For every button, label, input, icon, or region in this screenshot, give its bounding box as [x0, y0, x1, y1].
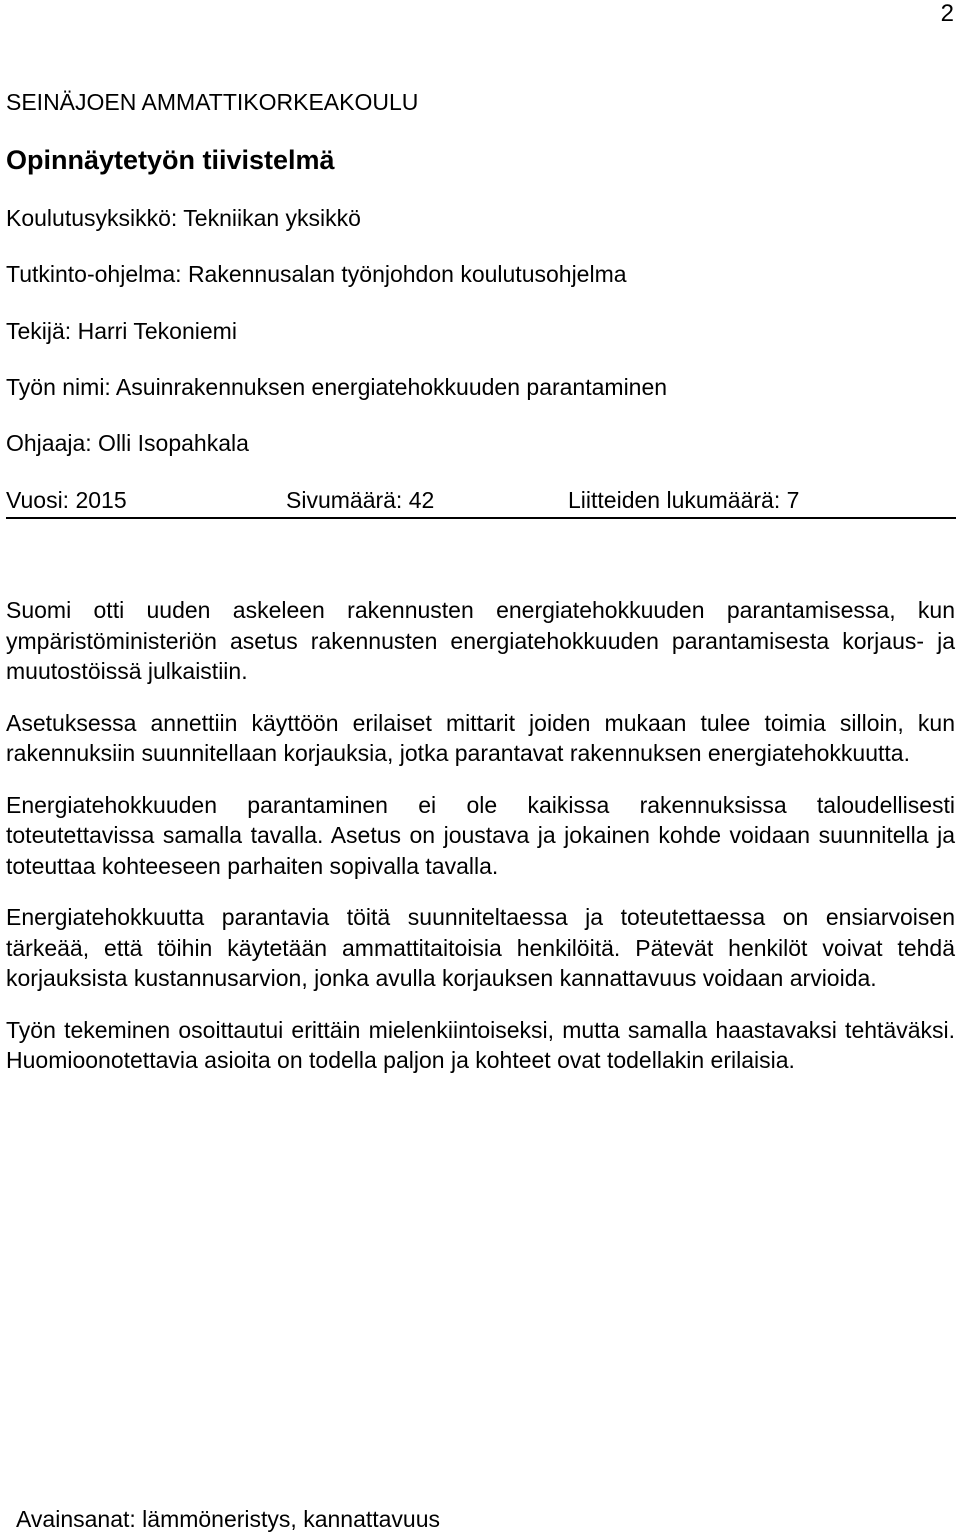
abstract-paragraph: Asetuksessa annettiin käyttöön erilaiset mittarit joiden mukaan tulee toimia silloin, kun rakennuksiin suunnitellaan korjauksia, jotka parantavat rakennuksen energiatehokkuutta.: [6, 709, 955, 766]
document-title: Opinnäytetyön tiivistelmä: [6, 145, 335, 175]
appendix-count: Liitteiden lukumäärä: 7: [568, 487, 800, 513]
year: Vuosi: 2015: [6, 487, 127, 513]
degree-programme: Tutkinto-ohjelma: Rakennusalan työnjohdon koulutusohjelma: [6, 261, 627, 287]
abstract-paragraph: Suomi otti uuden askeleen rakennusten energiatehokkuuden parantamisessa, kun ympäristöministeriön asetus rakennusten energiatehokkuuden parantamisesta korjaus- ja muutostöissä julkaistiin.: [6, 597, 955, 684]
page-number: 2: [940, 0, 954, 27]
keywords: Avainsanat: lämmöneristys, kannattavuus: [16, 1506, 441, 1532]
page-count: Sivumäärä: 42: [286, 487, 435, 513]
abstract-paragraph: Energiatehokkuutta parantavia töitä suunniteltaessa ja toteutettaessa on ensiarvoisen tärkeää, että töihin käytetään ammattitaitoisia henkilöitä. Pätevät henkilöt voivat tehdä korjauksista kustannusarvion, jonka avulla korjauksen kannattavuus voidaan arvioida.: [6, 904, 955, 991]
abstract-paragraph: Työn tekeminen osoittautui erittäin mielenkiintoiseksi, mutta samalla haastavaksi tehtäväksi. Huomioonotettavia asioita on todella paljon ja kohteet ovat todellakin erilaisia.: [6, 1016, 955, 1073]
school-name: SEINÄJOEN AMMATTIKORKEAKOULU: [6, 89, 419, 115]
thesis-title: Työn nimi: Asuinrakennuksen energiatehokkuuden parantaminen: [6, 374, 668, 400]
supervisor: Ohjaaja: Olli Isopahkala: [6, 430, 249, 456]
abstract-paragraph: Energiatehokkuuden parantaminen ei ole kaikissa rakennuksissa taloudellisesti toteutettavissa samalla tavalla. Asetus on joustava ja jokainen kohde voidaan suunnitella ja toteuttaa kohteeseen parhaiten sopivalla tavalla.: [6, 791, 955, 879]
thesis-metadata-row: [6, 485, 956, 519]
author: Tekijä: Harri Tekoniemi: [6, 318, 237, 344]
education-unit: Koulutusyksikkö: Tekniikan yksikkö: [6, 205, 361, 231]
abstract-body: [6, 595, 955, 1097]
